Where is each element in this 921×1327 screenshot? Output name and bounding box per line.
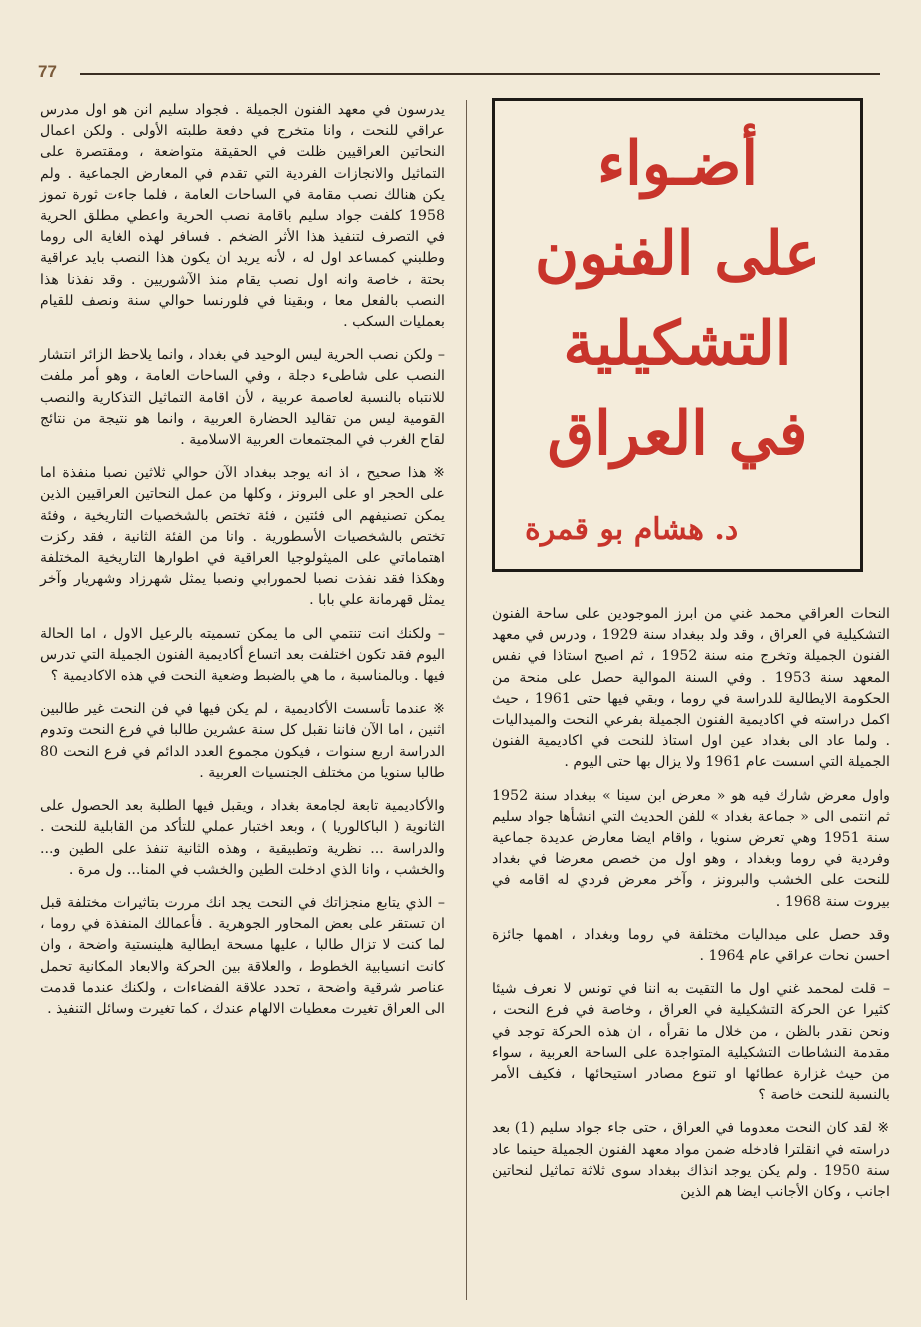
article-author: د. هشام بو قمرة [525,512,739,547]
title-line-3: التشكيلية [563,309,792,379]
title-line-1: أضـواء [596,129,759,199]
paragraph: ※ عندما تأسست الأكاديمية ، لم يكن فيها في فن النحت غير طالبين اثنين ، اما الآن فاننا نقبل كل سنة عشرين طالبا في فرع النحت وتدوم الدراسة اربع سنوات ، فيكون مجموع العدد الدائم في فرع النحت 80 طالبا سنويا من مختلف الجنسيات العربية . [40,701,445,781]
left-column [40,100,445,1032]
paragraph: – ولكن نصب الحرية ليس الوحيد في بغداد ، وانما يلاحظ الزائر انتشار النصب على شاطىء دجلة ، وفي الساحات العامة ، وهو أمر ملفت للانتباه بالنسبة لعاصمة عربية ، لأن اقامة التماثيل التذكارية والنصب القومية ليس من تقاليد الحضارة العربية ، وانما هو نتيجة من نتائج لقاح الغرب في المجتمعات العربية الاسلامية . [40,347,445,449]
paragraph: وقد حصل على ميداليات مختلفة في روما وبغداد ، اهمها جائزة احسن نحات عراقي عام 1964 . [492,926,890,965]
article-title-box [492,98,863,572]
page-number: 77 [38,62,57,81]
right-column [492,604,890,1215]
paragraph: – ولكنك انت تنتمي الى ما يمكن تسميته بالرعيل الاول ، اما الحالة اليوم فقد تكون اختلفت بعد اتساع أكاديمية الفنون الجميلة التي تدرس فيها . وبالمناسبة ، ما هي بالضبط وضعية النحت في هذه الاكاديمية ؟ [40,625,445,685]
paragraph: النحات العراقي محمد غني من ابرز الموجودين على ساحة الفنون التشكيلية في العراق ، وقد ولد ببغداد سنة 1929 ، ودرس في معهد الفنون الجميلة وتخرج منه سنة 1952 ، ثم اصبح استاذا في نفس المعهد سنة 1953 . وفي السنة الموالية حصل على منحة من الحكومة الايطالية للدراسة في روما ، وبقي فيها حتى 1961 ، حيث اكمل دراسته في اكاديمية الفنون الجميلة بفرعي النحت والميداليات . ولما عاد الى بغداد عين اول استاذ للنحت في اكاديمية الفنون الجميلة التي اسست عام 1961 ولا يزال بها حتى اليوم . [492,606,891,771]
header-rule [80,73,880,75]
paragraph: ※ هذا صحيح ، اذ انه يوجد ببغداد الآن حوالي ثلاثين نصبا منفذة اما على الحجر او على البرونز ، وكلها من عمل النحاتين العراقيين الذين يمكن تصنيفهم الى فئتين ، فئة تختص بالشخصيات التاريخية ، وفئة تختص بالشخصيات الأسطورية . وانا من الفئة الثانية ، فقد ركزت اهتماماتي على الميثولوجيا العراقية في اطوارها التاريخية المختلفة وهكذا فقد نفذت نصبا لحمورابي ونصبا يمثل شهرزاد وشهريار وآخر يمثل قهرمانة علي بابا . [40,465,445,609]
paragraph: – الذي يتابع منجزاتك في النحت يجد انك مررت بتاثيرات مختلفة قبل ان تستقر على بعض المحاور الجوهرية . فأعمالك المنفذة في روما ، لما كنت لا تزال طالبا ، عليها مسحة ايطالية هلينستية واضحة ، وان كانت انسيابية الخطوط ، والعلاقة بين الحركة والابعاد المكانية تحمل عناصر شرقية واضحة ، تحدد علاقة الفضاءات ، ولكنك عندما قدمت الى العراق تغيرت معطيات الالهام عندك ، كما تغيرت وسائل التنفيذ . [40,894,445,1017]
paragraph: والأكاديمية تابعة لجامعة بغداد ، ويقبل فيها الطلبة بعد الحصول على الثانوية ( الباكالوريا ) ، وبعد اختبار عملي للتأكد من القابلية للنحت . والدراسة ... نظرية وتطبيقية ، وهذه الثانية تنفذ على الطين و... والخشب ، وانا الذي ادخلت الطين والخشب في المنا... ول مرة . [40,798,445,878]
paragraph: ※ لقد كان النحت معدوما في العراق ، حتى جاء جواد سليم (1) بعد دراسته في انقلترا فادخله ضمن مواد معهد الفنون الجميلة حينما عاد سنة 1950 . ولم يكن يوجد انذاك ببغداد سوى ثلاثة تماثيل لنحاتين اجانب ، وكان الأجانب ايضا هم الذين [492,1120,890,1201]
paragraph: واول معرض شارك فيه هو « معرض ابن سينا » ببغداد سنة 1952 ثم انتمى الى « جماعة بغداد » للفن الحديث التي انشأها جواد سليم سنة 1951 وهي تعرض سنويا ، واقام ايضا معارض عديدة جماعية وفردية في روما وبغداد ، وهو اول من خصص معرضا في بغداد للنحت على الخشب والبرونز ، وآخر معرض فردي له اقامه في بيروت سنة 1968 . [492,787,890,910]
column-divider [466,100,467,1300]
paragraph: – قلت لمحمد غني اول ما التقيت به اننا في تونس لا نعرف شيئا كثيرا عن الحركة التشكيلية في العراق ، وخاصة في فرع النحت ، ونحن نقدر بالظن ، من خلال ما نقرأه ، ان هذه الحركة توجد في مقدمة النشاطات التشكيلية المتواجدة على الساحة العربية ، سواء من حيث غزارة عطائها او تنوع مصادر استيحائها ، فكيف الأمر بالنسبة للنحت خاصة ؟ [492,981,890,1104]
paragraph: يدرسون في معهد الفنون الجميلة . فجواد سليم انن هو اول مدرس عراقي للنحت ، وانا متخرج في دفعة طلبته الأولى . ولكن اعمال النحاتين العراقيين ظلت في الحقيقة متواضعة ، ومقتصرة على التماثيل والانجازات الفردية التي تقدم في المعارض الجماعية . ولم يكن هنالك نصب مقامة في الساحات العامة ، فلما جاءت ثورة تموز 1958 كلفت جواد سليم باقامة نصب الحرية واعطي مطلق الحرية في التصرف لتنفيذ هذا الأثر الضخم . فسافر لهذه الغاية الى روما وطلبني كمساعد اول له ، لأنه يريد ان يكون هذا النصب بايد عراقية بحتة ، خاصة وانه اول نصب يقام منذ الآشوريين . وقد نفذنا هذا النصب بالفعل معا ، وبقينا في فلورنسا حوالي سنة ونصف للقيام بعمليات السكب . [40,102,445,331]
title-line-2: على الفنون [534,219,821,289]
title-line-4: في العراق [547,399,808,469]
